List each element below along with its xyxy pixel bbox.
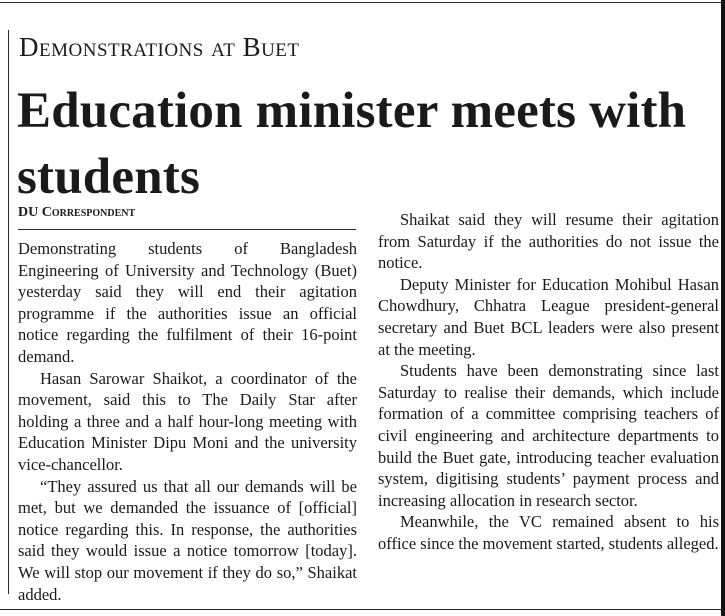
byline-rule [18,229,356,230]
paragraph: Deputy Minister for Education Mohibul Hasan Chowdhury, Chhatra League president-general secretary and Buet BCL leaders were also present at the meeting. [378,274,719,359]
paragraph: “They assured us that all our demands will be met, but we demanded the issuance of [official] notice regarding this. In response, the authorities said they would issue a notice tomorrow [today]. We will stop our movement if they do so,” Shaikat added. [18,476,357,604]
paragraph: Students have been demonstrating since last Saturday to realise their demands, which include formation of a committee comprising teachers of civil engineering and architecture departments to build the Buet gate, introducing teacher evaluation system, digitising students’ payment process and increasing allocation in research sector. [378,361,719,510]
paragraph: Demonstrating students of Bangladesh Engineering of University and Technology (Buet) yesterday said they will end their agitation programme if the authorities issue an official notice regarding the fulfilment of their 16-point demand. [18,239,357,366]
article-kicker: Demonstrations at Buet [19,32,300,62]
frame-left-rule [8,30,9,594]
frame-bottom-rule [0,609,722,610]
paragraph: Hasan Sarowar Shaikot, a coordinator of the movement, said this to The Daily Star after holding a three and a half hour-long meeting with Education Minister Dipu Moni and the university vice-chancellor. [18,368,357,474]
article-column-2 [378,209,719,555]
article-byline: DU Correspondent [18,205,136,220]
frame-right-edge [721,0,725,616]
paragraph: Shaikat said they will resume their agitation from Saturday if the authorities do not issue the notice. [378,210,719,273]
article-column-1 [18,238,357,605]
paragraph: Meanwhile, the VC remained absent to his office since the movement started, students alleged. [378,512,719,553]
article-headline: Education minister meets with students [17,83,687,205]
frame-top-rule [0,2,722,3]
